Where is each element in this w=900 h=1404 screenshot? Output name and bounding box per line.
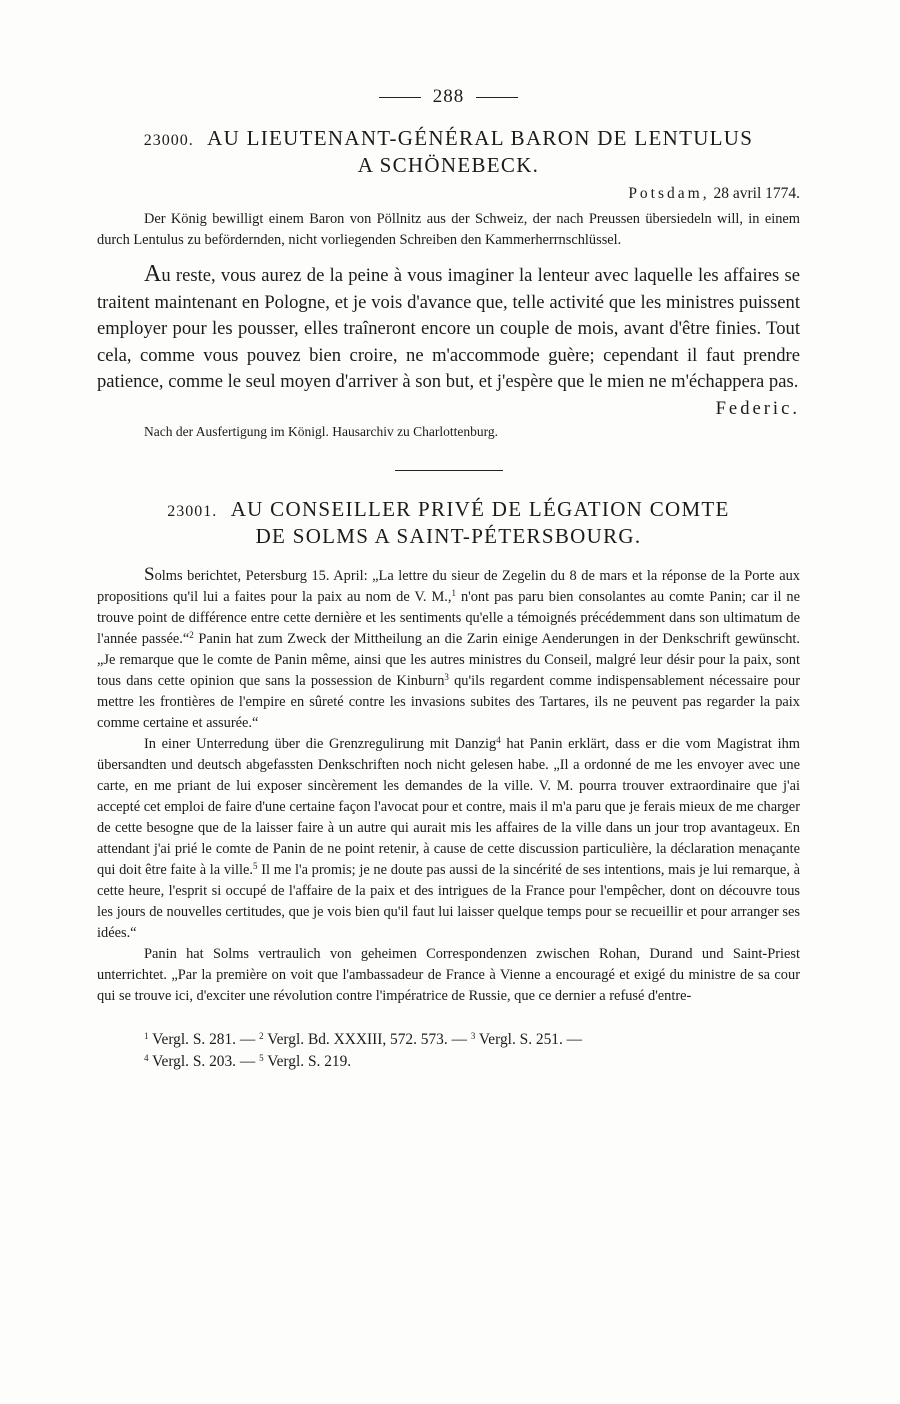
source-note: Nach der Ausfertigung im Königl. Hausarchiv zu Charlottenburg. bbox=[144, 424, 499, 439]
footnote-mark: 2 bbox=[259, 1031, 264, 1041]
footnote-2: Vergl. Bd. XXXIII, 572. 573. — bbox=[267, 1031, 471, 1048]
drop-initial: A bbox=[144, 261, 162, 287]
letter-heading-line1: AU CONSEILLER PRIVÉ DE LÉGATION COMTE bbox=[230, 497, 730, 521]
report-text: Il me l'a promis; je ne doute pas aussi de la sincérité de ses intentions, mais je lui remarque, à cette heure, l'esprit si occupé de l'affaire de la paix et des intrigues de la France pour l'empêcher, dont on découvre tous les jours de nouvelles certitudes, que je vois bien qu'il faut lui laisser quelque temps pour se recueillir et pour arranger ses idées.“ bbox=[97, 862, 800, 941]
letter-heading bbox=[97, 497, 800, 548]
footnotes bbox=[97, 1029, 800, 1073]
letter-heading-line2: A SCHÖNEBECK. bbox=[357, 153, 540, 177]
letter-body bbox=[97, 261, 800, 419]
report-text: olms berichtet, Petersburg 15. April: „La lettre du sieur de Zegelin du 8 de mars et la réponse de la Porte aux propositions qu'il lui a faites pour la paix au nom de V. M., bbox=[97, 568, 800, 605]
dateline bbox=[97, 185, 800, 203]
letter-number: 23000. bbox=[143, 132, 194, 149]
letter-heading-line2: DE SOLMS A SAINT-PÉTERSBOURG. bbox=[255, 524, 642, 548]
footnote-ref: 5 bbox=[253, 861, 258, 871]
footnote-4: Vergl. S. 203. — bbox=[152, 1053, 260, 1070]
footnote-ref: 4 bbox=[496, 735, 501, 745]
footnote-ref: 3 bbox=[444, 672, 449, 682]
footnote-mark: 1 bbox=[144, 1031, 149, 1041]
footnote-5: Vergl. S. 219. bbox=[267, 1053, 352, 1070]
footnote-3: Vergl. S. 251. — bbox=[478, 1031, 583, 1048]
page-header bbox=[97, 86, 800, 108]
report-text: hat Panin erklärt, dass er die vom Magistrat ihm übersandten und deutsch abgefassten Denkschriften noch nicht gelesen habe. „Il a ordonné de me les envoyer avec une carte, en me priant de lui exposer sincèrement les demandes de la ville. V. M. pourra trouver extraordinaire que j'ai accepté cet emploi de faire d'une certaine façon l'avocat pour et contre, mais il m'a paru que je ferais mieux de me charger de cette besogne que de la laisser faire à un autre qui aurait mis les affaires de la ville dans un jour trop avantageux. En attendant j'ai prié le comte de Panin de ne point retenir, à cause de cette discussion particulière, la déclaration menaçante qui doit être faite à la ville. bbox=[97, 736, 800, 878]
section-divider bbox=[395, 470, 503, 471]
report-text: In einer Unterredung über die Grenzregulirung mit Danzig bbox=[144, 736, 497, 752]
dateline-date: 28 avril 1774. bbox=[713, 185, 800, 202]
header-rule-left bbox=[379, 97, 421, 98]
report-text: Panin hat zum Zweck der Mittheilung an die Zarin einige Aenderungen in der Denkschrift gewünscht. „Je remarque que le comte de Panin même, ainsi que les autres ministres du Conseil, malgré leur désir pour la paix, sont tous dans cette opinion que sans la possession de Kinburn bbox=[97, 631, 800, 689]
footnote-ref: 2 bbox=[189, 630, 194, 640]
footnote-1: Vergl. S. 281. — bbox=[152, 1031, 260, 1048]
footnote-mark: 4 bbox=[144, 1053, 149, 1063]
footnote-mark: 5 bbox=[259, 1053, 264, 1063]
letter-heading-line1: AU LIEUTENANT-GÉNÉRAL BARON DE LENTULUS bbox=[207, 126, 754, 150]
document-page bbox=[97, 86, 800, 1073]
header-rule-right bbox=[476, 97, 518, 98]
dateline-place: Potsdam, bbox=[628, 185, 710, 202]
letter-heading bbox=[97, 126, 800, 177]
letter-number: 23001. bbox=[167, 503, 218, 520]
footnote-ref: 1 bbox=[451, 588, 456, 598]
report-text: n'ont pas paru bien consolantes au comte Panin; car il ne trouve point de différence entre cette dernière et les sentiments qu'elle a témoignés précédemment dans son ultimatum de l'année passée.“ bbox=[97, 589, 800, 647]
signature: Federic. bbox=[715, 397, 800, 419]
report-paragraph bbox=[97, 564, 800, 734]
drop-initial: S bbox=[144, 564, 155, 585]
report-text: qu'ils regardent comme indispensablement nécessaire pour mettre les frontières de l'empire en sûreté contre les invasions subites des Tartares, ils ne peuvent pas regarder la paix comme certaine et assurée.“ bbox=[97, 673, 800, 731]
report-paragraph: Panin hat Solms vertraulich von geheimen Correspondenzen zwischen Rohan, Durand und Saint-Priest unterrichtet. „Par la première on voit que l'ambassadeur de France à Vienne a encouragé et exigé du ministre de sa cour qui se trouve ici, d'exciter une révolution contre l'impératrice de Russie, que ce dernier a refusé d'entre- bbox=[97, 946, 800, 1004]
report-paragraph bbox=[97, 734, 800, 944]
page-number: 288 bbox=[432, 86, 465, 107]
footnote-mark: 3 bbox=[470, 1031, 476, 1041]
letter-summary: Der König bewilligt einem Baron von Pöllnitz aus der Schweiz, der nach Preussen übersiedeln will, in einem durch Lentulus zu befördernden, nicht vorliegenden Schreiben den Kammerherrnschlüssel. bbox=[97, 211, 800, 248]
letter-body-text: u reste, vous aurez de la peine à vous imaginer la lenteur avec laquelle les affaires se traitent maintenant en Pologne, et je vois d'avance que, telle activité que les ministres puissent employer pour les pousser, elles traîneront encore un couple de mois, avant d'être finies. Tout cela, comme vous pouvez bien croire, ne m'accommode guère; cependant il faut prendre patience, comme le seul moyen d'arriver à son but, et j'espère que le mien ne m'échappera pas. bbox=[97, 265, 800, 392]
